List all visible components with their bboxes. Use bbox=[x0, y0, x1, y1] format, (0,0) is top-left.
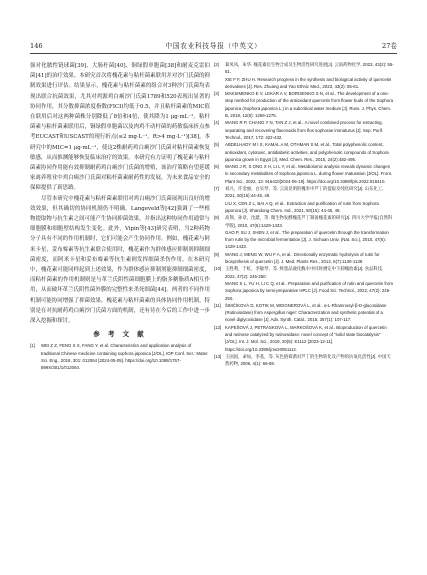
reference-item bbox=[214, 185, 394, 200]
reference-text: WEI Z Z, FENG S X, FANG Y, et al. Characteristics and application analysis of traditional Chinese medicine containing sophora japonica [J/OL]. IOP Conf. Ser.: Mater. Sci. Eng., 2018, 301: 012064 [2024-05-05]. https://doi.org/10.1088/1757-899X/301/1/012064. bbox=[41, 343, 209, 371]
reference-item bbox=[214, 229, 394, 251]
reference-number: [7] bbox=[214, 186, 219, 192]
reference-number: [11] bbox=[214, 302, 221, 308]
reference-number: [9] bbox=[214, 251, 219, 257]
reference-item bbox=[214, 76, 394, 91]
reference-text: 王国国，命如，李基，等. 灰色链霉菌对芦丁的生物转化及产物的抗氧化活性[J]. 中国天然药物, 2006, 4(1): 66-69. bbox=[225, 353, 391, 367]
reference-item bbox=[214, 251, 394, 266]
reference-text: GAO P, SU J, SHEN J, et al.. The preparation of quercetin through the transformation from rutin by the microbial fermentation [J]. J. Sichuan Univ. (Nat. Sci.), 2010, 47(6): 1429-1433. bbox=[225, 229, 389, 250]
reference-item bbox=[214, 163, 394, 185]
reference-number: [6] bbox=[214, 164, 219, 170]
reference-text: MAKSIMENKO E V, LEKAR A V, BORISENKO S N, et al.. The development of a one-step method for production of the antioxidant quercetin from flower buds of the Sophora japonica (Sophora japonica L.) in a subcritical water medium [J]. Russ. J. Phys. Chem. B, 2018, 12(8): 1269-1275. bbox=[225, 91, 394, 119]
reference-text: 刘兴，许金丽，白实琴，等. 云南昆明的槐米中芦丁的提取及纯化研究[J]. 山东化工, 2021, 50(16):44-45, 49. bbox=[225, 186, 384, 199]
page-number: 146 bbox=[30, 42, 43, 50]
reference-item bbox=[214, 280, 394, 302]
reference-number: [1] bbox=[30, 343, 35, 349]
reference-item bbox=[214, 353, 394, 368]
reference-number: [10] bbox=[214, 266, 222, 272]
reference-number: [12] bbox=[214, 324, 222, 330]
reference-item bbox=[214, 90, 394, 119]
reference-text: WANG J, MENG W, WU F A, et al.. Directionally enzymatic hydrolysis of rutin for biosynthesis of quercetin [J]. J. Med. Plants Res., 2012, 6(7):1130-1139. bbox=[225, 251, 380, 265]
reference-text: WANG J R, S ONG X H, LI L Y, et al.. Metabolomic analysis reveals dynamic changes in secondary metabolites of Sophora japonica L. during flower maturation [J/OL]. Front. Plant Sci., 2022, 13: 916410[2024-05-19]. https://doi.org/10.3389/fpls.2022.916410. bbox=[225, 164, 393, 184]
reference-item bbox=[214, 265, 394, 280]
reference-text: WANG R P, CHANG Y N, TAN Z J, et al.. A novel combined process for extracting, separating and recovering flavonoids from flos sophorae immaturus [J]. Sep. Purif. Technol., 2017, 172: 422-432. bbox=[225, 120, 384, 140]
reference-text: 高翔，孙章，沈建，等. 微生物发酵槐花芦丁制备槐花素的研究[J]. 四川大学学报(自然科学版), 2010, 47(6):1429-1433. bbox=[225, 215, 393, 228]
left-column bbox=[30, 61, 210, 553]
reference-number: [8] bbox=[214, 215, 219, 221]
reference-text: 王胜利，于虹，李敏琴，等. 鲜蛋品液化酶水中同时测定中下卸槐放素[J]. 食品科技, 2022, 47(2): 245-250. bbox=[225, 266, 384, 279]
reference-item bbox=[214, 61, 394, 76]
journal-title: 中国农业科技导报（中英文） bbox=[165, 42, 262, 50]
reference-item bbox=[214, 119, 394, 141]
body-paragraph-1: 强对化脓性链球菌[39]、大肠杆菌[40]、铜绿假单胞菌[38]和耐麦克雷伯菌[41]的治疗效果。本研究首次将槐花素与粘杆菌素联用并对沙门氏菌的抑制效果进行评估。结果显示，槐花素与粘杆菌素的组合对3种沙门氏菌均表现出联合抗菌效果，尤其对鸡源鸡白痢沙门氏菌1789和520表现出显著的协同作用，其分数抑菌浓度指数(FICI)均低于0.5，并且粘杆菌素的MIC值在联用后对这两种菌株分别降低了8倍和4倍，使其降为1 μg·mL⁻¹。粘杆菌素与粘杆菌素联用后，铜绿假单胞菌以及肉鸡不动杆菌的药敏临床折点参考EUCAST和USCAST的现行折点(≤2 mg·L⁻¹，R>4 mg·L⁻¹)[38]，本研究中的MIC=1 μg·mL⁻¹，使这2株耐药鸡白痢沙门氏菌对粘杆菌素恢复敏感，从而推测能够恢复临床治疗的效果。本研究有力证明了槐花素与粘杆菌素协同作用能有效抑制耐药鸡白痢沙门氏菌的增殖，该治疗策略有望延缓家禽养殖业中鸡白痢沙门氏菌对粘杆菌素耐药性的发展，为未来食品安全的保障提供了新思路。 bbox=[30, 63, 210, 192]
reference-number: [3] bbox=[214, 91, 219, 97]
right-column bbox=[214, 61, 394, 561]
reference-number: [4] bbox=[214, 120, 219, 126]
volume-label: 27卷 bbox=[382, 42, 397, 50]
reference-text: LIU X, CEN Z L, BAI A Q, et al.. Extraction and purification of rutin from Sophora japonica [J]. Shandong Chem. Ind., 2021, 50(16): 44-45, 49. bbox=[225, 200, 379, 213]
reference-number: [2] bbox=[214, 62, 219, 67]
reference-text: 葛凤凤，朱华. 槐花素衍生物合成及生物活性研究进展[J]. 云南药物化学, 2023, 43(2): 55-61. bbox=[225, 62, 394, 75]
reference-text: XIE F F, ZHU H. Research progress in the synthesis and biological activity of quercetin derivatives [J]. Res. Zhuang and Yao Ethnic Med., 2023, 43(2): 55-61. bbox=[225, 76, 392, 89]
reference-number: [13] bbox=[214, 353, 222, 359]
reference-item bbox=[214, 324, 394, 353]
reference-text: KAPEŠOVÁ J, PETRÁSKOVÁ L, MARKOŠOVÁ K, et al.. Bioproduction of quercetin and rutinose catalyzed by rutinosidase: novel concept of "solid state biocatalysis" [J/OL]. Int. J. Mol. Sci., 2019, 20(5): E1112 [2023-12-11]. https://doi.org/10.3390/ijms20051112. bbox=[225, 324, 387, 352]
running-header bbox=[30, 41, 397, 54]
reference-text: ABDELHADY M I S, KAMAL A M, OTHMAN S M, et al.. Total polyphenolic content, antioxidant, cytotoxic, antidiabetic activities, and polyphenolic compounds of Sophora japonica grown in Egypt [J]. Med. Chem. Res., 2015, 24(2):482-495. bbox=[225, 142, 389, 162]
reference-item bbox=[214, 200, 394, 215]
reference-item bbox=[214, 302, 394, 324]
reference-item bbox=[214, 214, 394, 229]
references-heading: 参 考 文 献 bbox=[93, 330, 147, 339]
references-list-left bbox=[30, 342, 210, 371]
reference-number: [5] bbox=[214, 142, 219, 148]
reference-item bbox=[30, 342, 210, 371]
reference-item bbox=[214, 141, 394, 163]
reference-text: ŠIMČÍKOVÁ D, KOTIK M, WEIGNEROVÁ L, et al.. α-L-Rhamnosyl-β-D-glucosidase (Rutinosidase) from Aspergillus niger: Characterization and synthetic potential of a novel diglycosidase [J]. Adv. Synth. Catal., 2015, 357(1): 107-117. bbox=[225, 302, 387, 323]
body-paragraph-2: 尽管本研究中槐花素与粘杆菌素联用对鸡白痢沙门氏菌展现出良好的增效效果，但其确切的协同机制仍不明确。Langeveld等[42]强调了一些植物提取物与抗生素之间可能产生协同抑菌效果，并指出这种协同作用通常与细胞膜和细胞壁结构发生变化。此外，Vipin等[43]研究表明，当2种药物分子具有不同的作用机制时，它们可能会产生协同作用。例如，槐花素与阿米卡星、妥布霉素等抗生素联合使用时，槐花素作为群体感应抑制剂抑制细菌密度，而阿米卡星和妥布霉素等抗生素则发挥细菌杀伤作用。在本研究中，槐花素可能同样起到上述效果，作为群体感应抑制剂能抑制细菌密度，而粘杆菌素的作用机制则是与革兰氏阴性菌细胞膜上的脂多糖脂质A相互作用，从而破坏革兰氏阴性菌外膜的完整性来杀死细菌[44]。两者的不同作用机制可能协同增强了抑菌效果。槐花素与粘杆菌素的具体协同作用机制，特别是在对抗耐药鸡白痢沙门氏菌方面的机制，还有待在今后的工作中进一步深入挖掘和探讨。 bbox=[30, 195, 210, 325]
reference-text: WANG S L, YU H, LI C Q, et al.. Preparation and purification of rutin and quercetin from Sophora japonica by semi-preparative HPLC [J]. Food Sci. Technol., 2022, 47(2): 245-250. bbox=[225, 280, 394, 301]
